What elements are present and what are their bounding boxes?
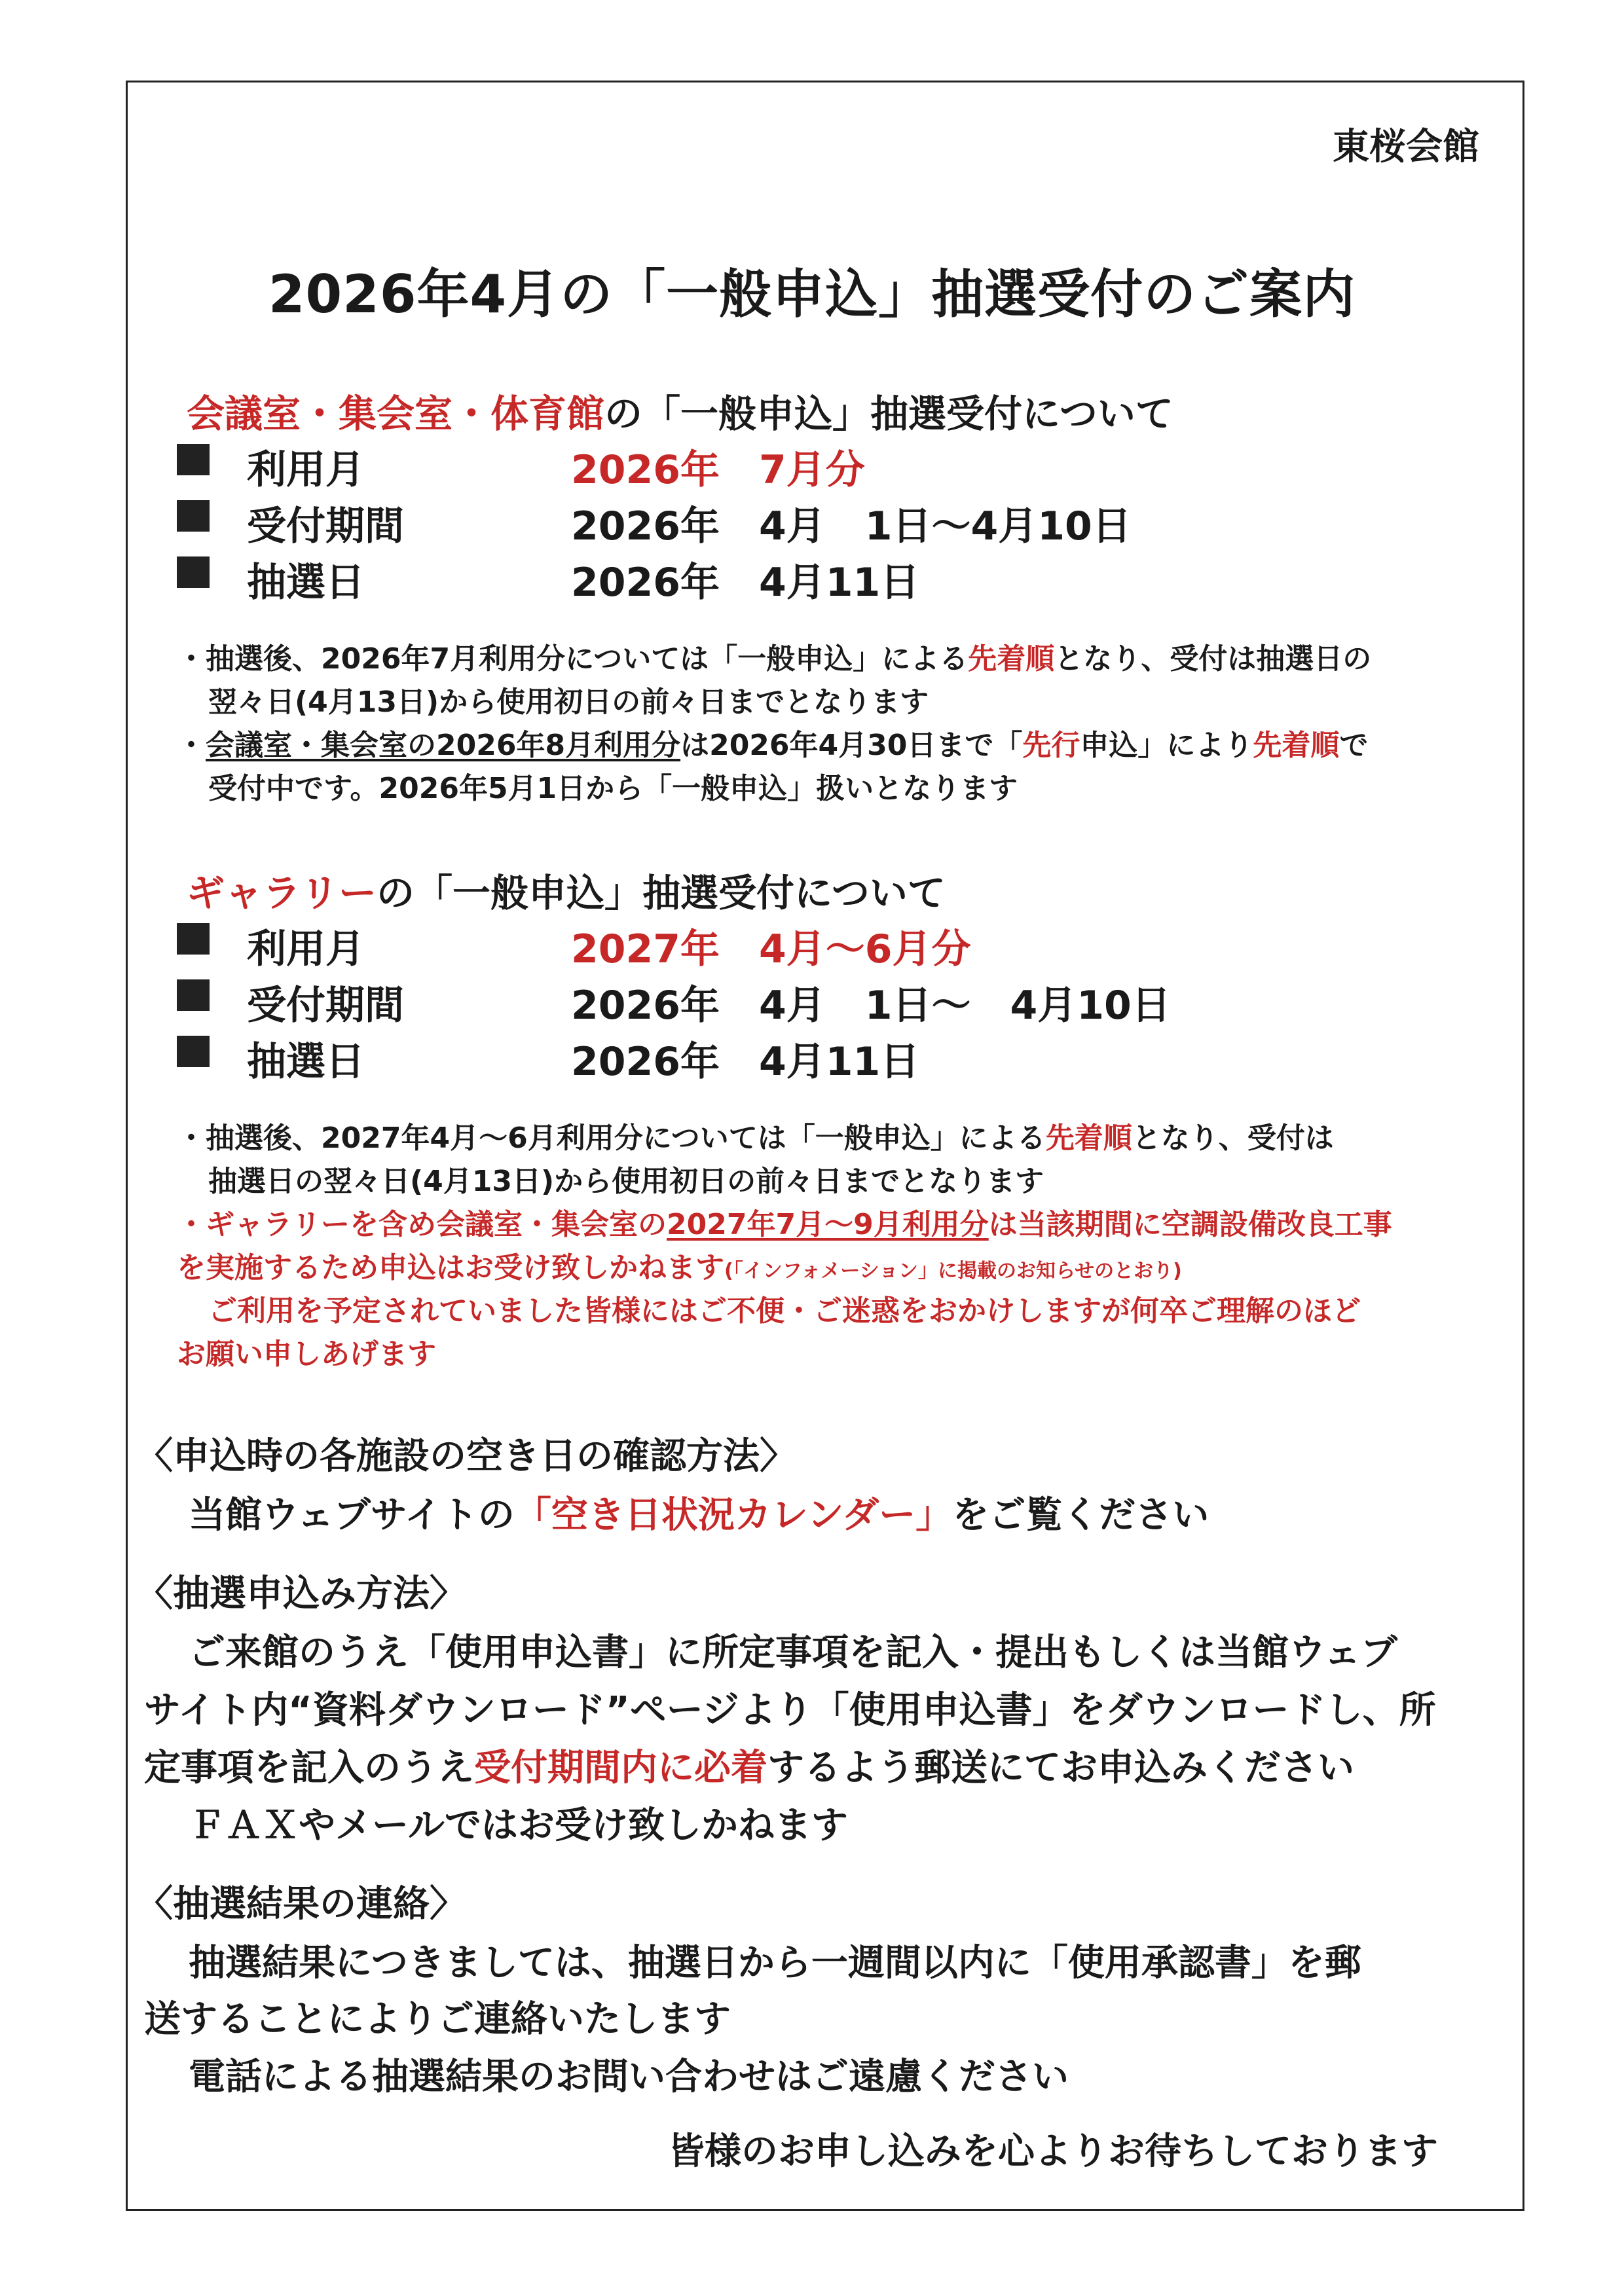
section1-note2-line2: 受付中です。2026年5月1日から「一般申込」扱いとなります [208, 772, 1018, 805]
section1-note2-line1: ・会議室・集会室の2026年8月利用分は2026年4月30日まで「先行申込」により先着順で [177, 729, 1369, 762]
section2-note1-line1: ・抽選後、2027年4月～6月利用分については「一般申込」による先着順となり、受付は [177, 1121, 1334, 1155]
result-heading: 〈抽選結果の連絡〉 [136, 1883, 466, 1925]
closing-message: 皆様のお申し込みを心よりお待ちしております [668, 2130, 1438, 2173]
square-bullet-icon [177, 979, 210, 1011]
construction-warning-line2: を実施するため申込はお受け致しかねます(「インフォメーション」に掲載のお知らせのとおり) [177, 1251, 1182, 1285]
section1-note1-line2: 翌々日(4月13日)から使用初日の前々日までとなります [208, 685, 929, 719]
section1-heading: 会議室・集会室・体育館の「一般申込」抽選受付について [187, 392, 1173, 436]
vacancy-text: 当館ウェブサイトの「空き日状況カレンダー」をご覧ください [189, 1494, 1209, 1537]
construction-warning-line3: ご利用を予定されていました皆様にはご不便・ご迷惑をおかけしますが何卒ご理解のほど [208, 1294, 1361, 1328]
square-bullet-icon [177, 500, 210, 532]
section2-heading: ギャラリーの「一般申込」抽選受付について [187, 871, 946, 915]
method-line1: ご来館のうえ「使用申込書」に所定事項を記入・提出もしくは当館ウェブ [189, 1631, 1397, 1674]
result-line3: 電話による抽選結果のお問い合わせはご遠慮ください [189, 2056, 1069, 2098]
method-line4: ＦＡＸやメールではお受け致しかねます [189, 1804, 848, 1847]
square-bullet-icon [177, 923, 210, 955]
square-bullet-icon [177, 1036, 210, 1067]
square-bullet-icon [177, 444, 210, 475]
vacancy-heading: 〈申込時の各施設の空き日の確認方法〉 [136, 1435, 796, 1478]
result-line2: 送することによりご連絡いたします [144, 1998, 731, 2041]
section1-note1-line1: ・抽選後、2026年7月利用分については「一般申込」による先着順となり、受付は抽選日の [177, 642, 1372, 676]
method-heading: 〈抽選申込み方法〉 [136, 1573, 466, 1615]
construction-warning-line1: ・ギャラリーを含め会議室・集会室の2027年7月～9月利用分は当該期間に空調設備改良工事 [177, 1208, 1392, 1241]
construction-warning-line4: お願い申しあげます [177, 1338, 436, 1371]
page-title: 2026年4月の「一般申込」抽選受付のご案内 [268, 264, 1356, 325]
section2-note1-line2: 抽選日の翌々日(4月13日)から使用初日の前々日までとなります [208, 1165, 1044, 1198]
organization-name: 東桜会館 [1333, 126, 1479, 168]
method-line3: 定事項を記入のうえ受付期間内に必着するよう郵送にてお申込みください [144, 1747, 1354, 1789]
vacancy-calendar-link: 「空き日状況カレンダー」 [514, 1494, 953, 1537]
result-line1: 抽選結果につきましては、抽選日から一週間以内に「使用承認書」を郵 [189, 1942, 1361, 1984]
method-line2: サイト内“資料ダウンロード”ページより「使用申込書」をダウンロードし、所 [144, 1689, 1436, 1732]
square-bullet-icon [177, 556, 210, 588]
